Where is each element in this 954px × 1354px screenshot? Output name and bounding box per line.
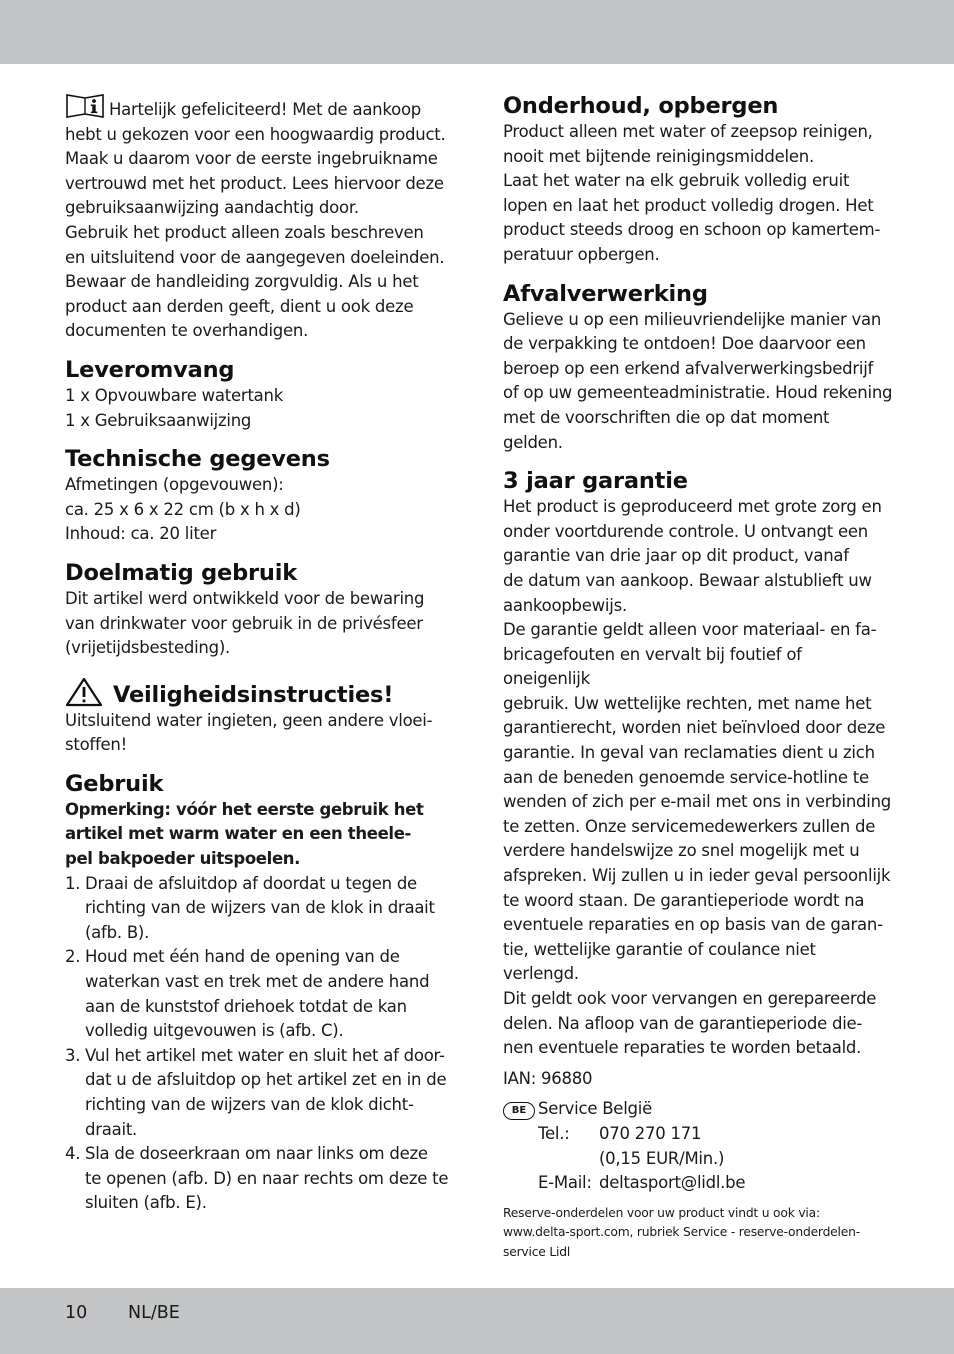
- step-line: sluiten (afb. E).: [85, 1193, 207, 1213]
- step-line: dat u de afsluitdop op het artikel zet en in de: [85, 1070, 447, 1090]
- garantie-line: garantierecht, worden niet beïnvloed door deze: [503, 718, 886, 738]
- intro-line: product aan derden geeft, dient u ook deze: [65, 296, 414, 316]
- garantie-line: te woord staan. De garantieperiode wordt na: [503, 890, 865, 910]
- technische-line: Inhoud: ca. 20 liter: [65, 524, 217, 544]
- page-number: 10: [65, 1303, 88, 1323]
- step-number: 4.: [65, 1144, 81, 1164]
- doelmatig-section: [65, 559, 455, 661]
- veiligheid-section: [65, 677, 455, 758]
- garantie-line: afspreken. Wij zullen u in ieder geval persoonlijk: [503, 866, 891, 886]
- garantie-line: garantie. In geval van reclamaties dient u zich: [503, 743, 875, 763]
- afval-line: of op uw gemeenteadministratie. Houd rekening: [503, 383, 893, 403]
- garantie-line: Dit geldt ook voor vervangen en gerepareerde: [503, 989, 877, 1008]
- onderhoud-line: Product alleen met water of zeepsop reinigen,: [503, 122, 873, 141]
- step-line: Sla de doseerkraan om naar links om deze: [85, 1144, 428, 1164]
- step-line: Vul het artikel met water en sluit het af door-: [85, 1045, 445, 1065]
- technische-line: ca. 25 x 6 x 22 cm (b x h x d): [65, 499, 301, 519]
- service-name: Service België: [538, 1099, 652, 1119]
- garantie-line: nen eventuele reparaties te worden betaald.: [503, 1038, 862, 1058]
- country-badge-be: BE: [503, 1102, 535, 1120]
- step-line: Houd met één hand de opening van de: [85, 947, 400, 967]
- spare-parts-line: service Lidl: [503, 1244, 571, 1259]
- afval-line: Gelieve u op een milieuvriendelijke manier van: [503, 309, 882, 329]
- veiligheid-line: stoffen!: [65, 735, 128, 755]
- step-number: 2.: [65, 947, 81, 967]
- step-line: richting van de wijzers van de klok dicht-: [85, 1095, 414, 1114]
- right-column: [503, 92, 893, 1262]
- doelmatig-line: (vrijetijdsbesteding).: [65, 638, 231, 658]
- garantie-line: te zetten. Onze servicemedewerkers zullen de: [503, 816, 876, 836]
- technische-line: Afmetingen (opgevouwen):: [65, 475, 284, 495]
- header-band: [0, 0, 954, 64]
- email-value[interactable]: deltasport@lidl.be: [599, 1173, 746, 1193]
- service-block: [503, 1097, 893, 1195]
- tel-value: 070 270 171: [599, 1123, 702, 1143]
- garantie-section: [503, 467, 893, 1091]
- veiligheid-heading: Veiligheidsinstructies!: [113, 681, 394, 708]
- intro-section: [65, 92, 455, 344]
- language-code: NL/BE: [128, 1303, 180, 1323]
- garantie-line: Het product is geproduceerd met grote zorg en: [503, 497, 882, 517]
- afval-line: met de voorschriften die op dat moment gelden.: [503, 407, 830, 452]
- garantie-line: De garantie geldt alleen voor materiaal- en fa-: [503, 620, 877, 640]
- step-line: te openen (afb. D) en naar rechts om deze te: [85, 1168, 449, 1188]
- veiligheid-line: Uitsluitend water ingieten, geen andere vloei-: [65, 710, 433, 730]
- doelmatig-line: van drinkwater voor gebruik in de privésfeer: [65, 613, 423, 633]
- warning-triangle-icon: [65, 677, 103, 707]
- garantie-line: eventuele reparaties en op basis van de garan-: [503, 915, 883, 935]
- intro-line: hebt u gekozen voor een hoogwaardig product.: [65, 124, 446, 144]
- afval-line: beroep op een erkend afvalverwerkingsbedrijf: [503, 358, 874, 378]
- step-line: draait.: [85, 1119, 138, 1139]
- garantie-line: aan de beneden genoemde service-hotline te: [503, 767, 869, 787]
- garantie-line: gebruik. Uw wettelijke rechten, met name het: [503, 693, 872, 713]
- list-item: [65, 945, 455, 1043]
- gebruik-note-line: artikel met warm water en een theele-: [65, 824, 412, 844]
- garantie-line: wenden of zich per e-mail met ons in verbinding: [503, 792, 892, 812]
- step-line: Draai de afsluitdop af doordat u tegen de: [85, 873, 417, 893]
- doelmatig-heading: Doelmatig gebruik: [65, 559, 298, 586]
- gebruik-steps: [65, 872, 455, 1216]
- garantie-line: aankoopbewijs.: [503, 595, 627, 615]
- onderhoud-line: nooit met bijtende reinigingsmiddelen.: [503, 146, 814, 166]
- afval-heading: Afvalverwerking: [503, 280, 708, 307]
- ian-number: IAN: 96880: [503, 1068, 593, 1088]
- technische-heading: Technische gegevens: [65, 446, 330, 473]
- step-line: (afb. B).: [85, 922, 150, 942]
- intro-line: Gebruik het product alleen zoals beschreven: [65, 222, 424, 242]
- spare-parts-line[interactable]: www.delta-sport.com, rubriek Service - reserve-onderdelen-: [503, 1225, 860, 1240]
- step-line: volledig uitgevouwen is (afb. C).: [85, 1021, 344, 1041]
- garantie-line: de datum van aankoop. Bewaar alstublieft uw: [503, 570, 872, 590]
- step-line: richting van de wijzers van de klok in draait: [85, 898, 435, 918]
- intro-line: Hartelijk gefeliciteerd! Met de aankoop: [109, 100, 422, 119]
- technische-section: [65, 445, 455, 547]
- spare-parts-line: Reserve-onderdelen voor uw product vindt u ook via:: [503, 1205, 820, 1220]
- step-line: waterkan vast en trek met de andere hand: [85, 972, 430, 992]
- list-item: [65, 872, 455, 946]
- info-book-icon: [65, 92, 105, 120]
- tel-label: Tel.:: [538, 1123, 570, 1143]
- garantie-line: onder voortdurende controle. U ontvangt een: [503, 521, 868, 541]
- leveromvang-heading: Leveromvang: [65, 356, 235, 383]
- tel-rate: (0,15 EUR/Min.): [599, 1148, 725, 1168]
- onderhoud-line: peratuur opbergen.: [503, 244, 660, 264]
- gebruik-heading: Gebruik: [65, 770, 164, 797]
- gebruik-note-line: Opmerking: vóór het eerste gebruik het: [65, 799, 424, 819]
- garantie-line: garantie van drie jaar op dit product, vanaf: [503, 546, 849, 566]
- email-label: E-Mail:: [538, 1173, 592, 1193]
- step-number: 3.: [65, 1045, 81, 1065]
- afval-section: [503, 280, 893, 456]
- afval-line: de verpakking te ontdoen! Doe daarvoor een: [503, 334, 866, 354]
- onderhoud-line: product steeds droog en schoon op kamertem-: [503, 220, 881, 240]
- gebruik-note-line: pel bakpoeder uitspoelen.: [65, 849, 301, 869]
- leveromvang-section: [65, 356, 455, 433]
- intro-line: documenten te overhandigen.: [65, 321, 309, 341]
- doelmatig-line: Dit artikel werd ontwikkeld voor de bewaring: [65, 588, 425, 608]
- spare-parts-note: [503, 1204, 893, 1263]
- onderhoud-line: lopen en laat het product volledig drogen. Het: [503, 195, 874, 215]
- list-item: [65, 1044, 455, 1142]
- intro-line: gebruiksaanwijzing aandachtig door.: [65, 198, 359, 218]
- intro-line: Maak u daarom voor de eerste ingebruikname: [65, 149, 438, 169]
- intro-line: Bewaar de handleiding zorgvuldig. Als u het: [65, 272, 419, 292]
- intro-line: en uitsluitend voor de aangegeven doeleinden.: [65, 247, 445, 267]
- onderhoud-section: [503, 92, 893, 268]
- gebruik-section: [65, 770, 455, 1216]
- leveromvang-line: 1 x Opvouwbare watertank: [65, 385, 284, 405]
- garantie-line: verdere handelswijze zo snel mogelijk met u: [503, 841, 860, 861]
- garantie-line: bricagefouten en vervalt bij foutief of oneigenlijk: [503, 644, 802, 689]
- leveromvang-line: 1 x Gebruiksaanwijzing: [65, 410, 252, 430]
- gebruik-note: [65, 798, 455, 872]
- garantie-line: delen. Na afloop van de garantieperiode die-: [503, 1013, 863, 1033]
- garantie-line: tie, wettelijke garantie of coulance niet verlengd.: [503, 939, 816, 984]
- onderhoud-heading: Onderhoud, opbergen: [503, 93, 779, 119]
- onderhoud-line: Laat het water na elk gebruik volledig eruit: [503, 171, 850, 191]
- garantie-heading: 3 jaar garantie: [503, 468, 688, 495]
- intro-line: vertrouwd met het product. Lees hiervoor deze: [65, 173, 444, 193]
- step-number: 1.: [65, 873, 81, 893]
- list-item: [65, 1142, 455, 1216]
- left-column: [65, 92, 455, 1216]
- step-line: aan de kunststof driehoek totdat de kan: [85, 996, 407, 1016]
